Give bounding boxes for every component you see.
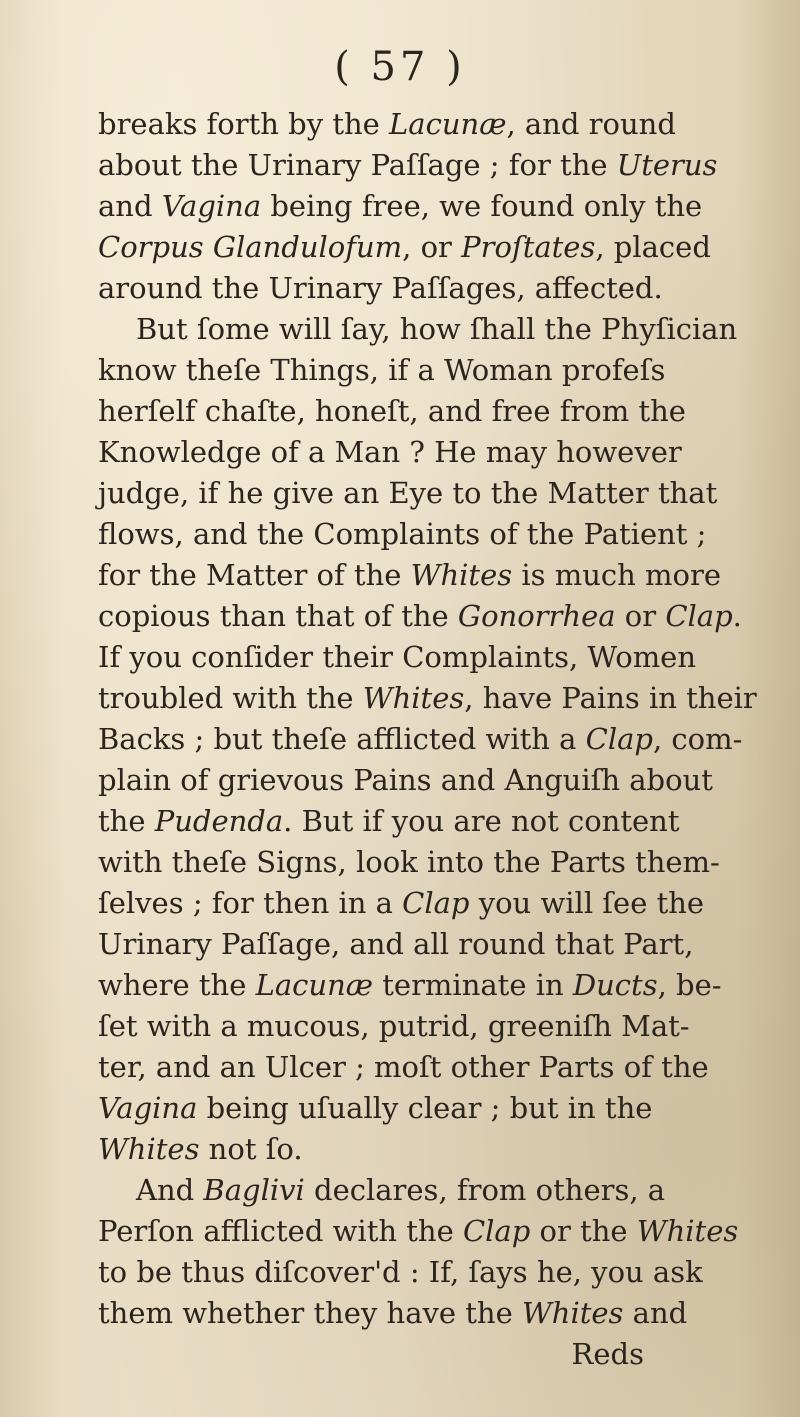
text-line: and Vagina being free, we found only the	[98, 189, 703, 223]
text-line: ſelves ; for then in a Clap you will ſee the	[98, 886, 705, 920]
text-line: plain of grievous Pains and Anguiſh about	[98, 763, 713, 797]
paragraph-start: But ſome will ſay, how ſhall the Phyſician	[136, 312, 738, 346]
text-line: troubled with the Whites, have Pains in their	[98, 681, 757, 715]
text-line: the Pudenda. But if you are not content	[98, 804, 680, 838]
paragraph-start: And Baglivi declares, from others, a	[136, 1173, 666, 1207]
page-number: ( 57 )	[334, 44, 466, 90]
text-line: Corpus Glandulofum, or Proſtates, placed	[98, 230, 711, 264]
body-text	[98, 104, 757, 1375]
text-line: Perſon afflicted with the Clap or the Whites	[98, 1214, 739, 1248]
text-line: copious than that of the Gonorrhea or Clap.	[98, 599, 742, 633]
text-line: Knowledge of a Man ? He may however	[98, 435, 682, 469]
text-line: Backs ; but theſe afflicted with a Clap, com-	[98, 722, 743, 756]
text-line: them whether they have the Whites and	[98, 1296, 688, 1330]
text-line: If you conſider their Complaints, Women	[98, 640, 697, 674]
text-line: for the Matter of the Whites is much more	[98, 558, 722, 592]
text-line: Vagina being uſually clear ; but in the	[98, 1091, 653, 1125]
catchword: Reds	[571, 1337, 644, 1371]
text-line: where the Lacunæ terminate in Ducts, be-	[98, 968, 722, 1002]
text-line: ter, and an Ulcer ; moſt other Parts of the	[98, 1050, 709, 1084]
text-line: about the Urinary Paſſage ; for the Uterus	[98, 148, 718, 182]
text-line: flows, and the Complaints of the Patient ;	[98, 517, 707, 551]
text-line: breaks forth by the Lacunæ, and round	[98, 107, 676, 141]
text-line: Whites not ſo.	[98, 1132, 303, 1166]
text-line: ſet with a mucous, putrid, greeniſh Mat-	[98, 1009, 690, 1043]
text-line: herſelf chaſte, honeſt, and free from the	[98, 394, 686, 428]
text-line: judge, if he give an Eye to the Matter that	[98, 476, 718, 510]
text-line: to be thus diſcover'd : If, ſays he, you ask	[98, 1255, 703, 1289]
text-line: around the Urinary Paſſages, affected.	[98, 271, 663, 305]
text-line: with theſe Signs, look into the Parts them-	[98, 845, 720, 879]
text-line: know theſe Things, if a Woman profeſs	[98, 353, 666, 387]
text-line: Urinary Paſſage, and all round that Part,	[98, 927, 694, 961]
